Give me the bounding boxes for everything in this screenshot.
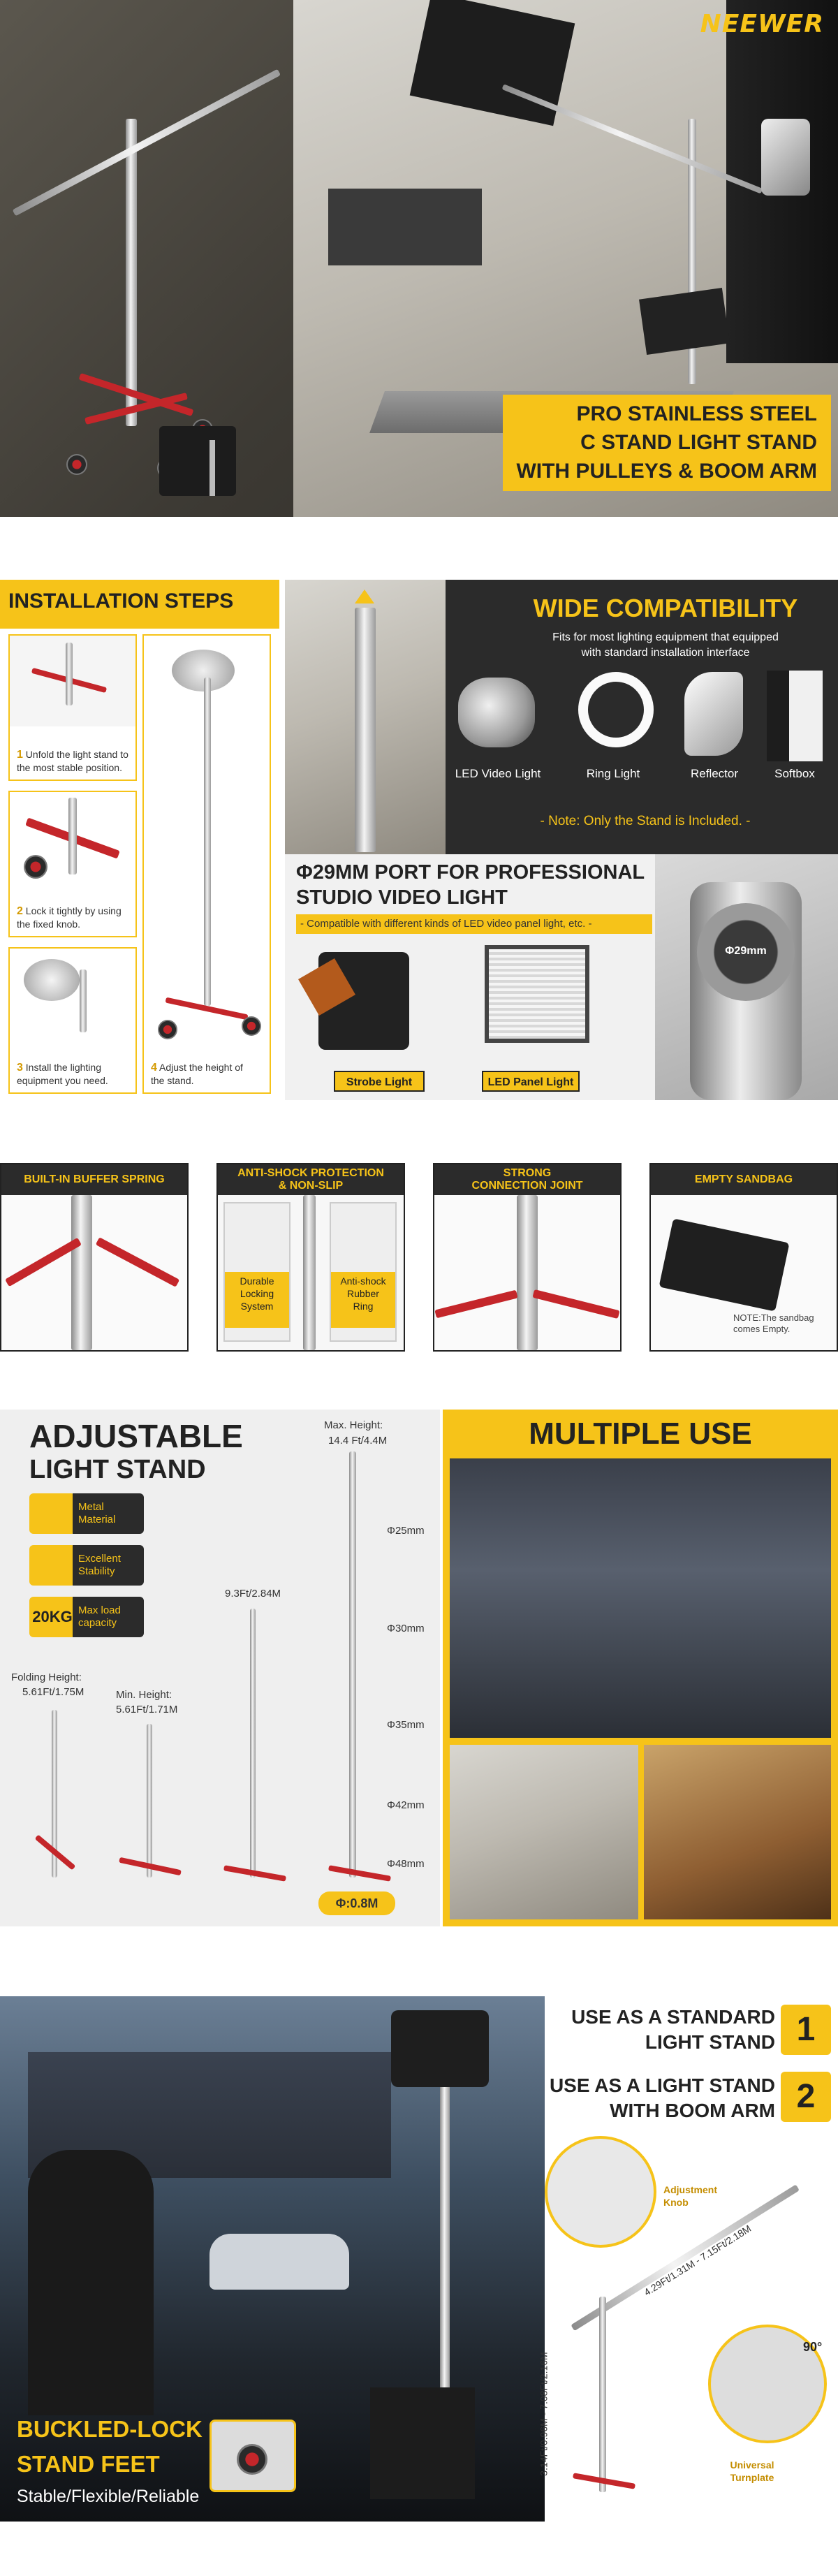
adjustable-title — [29, 1418, 243, 1485]
diameter-label: Φ25mm — [387, 1525, 425, 1537]
step-1-number: 1 — [17, 749, 23, 761]
diameter-label: Φ42mm — [387, 1799, 425, 1811]
step-4-line-b: the stand. — [151, 1075, 194, 1086]
badge-text — [73, 1545, 144, 1586]
step-2-line-b: the fixed knob. — [17, 919, 81, 930]
tag-line: System — [240, 1301, 274, 1312]
feature-label: BUILT-IN BUFFER SPRING — [1, 1164, 187, 1195]
feet-wheel-icon — [237, 2444, 267, 2475]
step-card-4 — [142, 634, 271, 1094]
badge-load — [29, 1597, 144, 1637]
feature-card-anti-shock — [216, 1163, 405, 1352]
badge-line: Material — [78, 1514, 116, 1525]
badge-text — [73, 1493, 144, 1534]
badge-line: Stability — [78, 1565, 115, 1577]
usage-photo — [0, 1996, 545, 2522]
person — [28, 2150, 154, 2415]
up-arrow-icon — [355, 590, 374, 603]
badge-line: Metal — [78, 1501, 104, 1513]
multiple-photo-left — [450, 1745, 638, 1919]
joint-leg — [434, 1290, 517, 1319]
step-2-text — [17, 905, 122, 930]
adjustable-title-a: ADJUSTABLE — [29, 1418, 243, 1454]
compat-item-label: Softbox — [774, 767, 815, 780]
hero-title-line: PRO STAINLESS STEEL — [576, 402, 817, 425]
mid-stand-pole — [250, 1609, 256, 1878]
knob-closeup — [545, 2136, 656, 2248]
feet-title-b: STAND FEET — [17, 2451, 160, 2477]
durable-locking-tag — [225, 1272, 289, 1328]
compat-item-label: Reflector — [690, 767, 739, 780]
tag-line: Durable — [240, 1275, 274, 1287]
feature-card-buffer-spring — [0, 1163, 189, 1352]
spring-leg — [5, 1238, 82, 1287]
sandbag-photo — [651, 1195, 837, 1350]
usage-sandbag — [370, 2387, 475, 2499]
usage-diagram-pole — [599, 2297, 606, 2492]
use-2-text — [545, 2073, 775, 2123]
step-4-text — [151, 1061, 243, 1087]
feet-closeup — [210, 2420, 296, 2492]
port-diameter-label: Φ29mm — [725, 945, 767, 957]
feature-card-joint — [433, 1163, 622, 1352]
step-4-wheel — [158, 1020, 177, 1039]
port-title — [296, 860, 645, 910]
installation-title: INSTALLATION STEPS — [8, 590, 234, 613]
step-2-number: 2 — [17, 905, 23, 917]
led-panel-label: LED Panel Light — [482, 1071, 580, 1092]
folding-height-label: Folding Height: — [11, 1671, 82, 1683]
hero-sandbag — [159, 426, 236, 496]
badge-line: Excellent — [78, 1553, 121, 1565]
step-3-number: 3 — [17, 1062, 23, 1074]
hero-boom-arm — [13, 69, 281, 217]
stability-icon — [29, 1545, 75, 1586]
metal-material-icon — [29, 1493, 75, 1534]
compat-subtitle-a: Fits for most lighting equipment that equipped — [552, 631, 779, 643]
installation-section — [0, 580, 279, 1100]
joint-photo — [434, 1195, 620, 1350]
height-range: 3.14Ft/0.96M - 7.08Ft/2.16M — [538, 2352, 550, 2476]
step-1-line-b: the most stable position. — [17, 762, 122, 773]
spring-leg — [96, 1237, 179, 1287]
strobe-label: Strobe Light — [334, 1071, 425, 1092]
badge-text — [73, 1597, 144, 1637]
step-4-pole — [204, 678, 211, 1006]
softbox-icon — [767, 671, 823, 761]
knob-label-a: Adjustment — [663, 2184, 717, 2195]
ring-light-icon — [578, 672, 654, 747]
min-height-value: 5.61Ft/1.71M — [116, 1704, 178, 1715]
badge-line: capacity — [78, 1617, 117, 1629]
port-title-a: Φ29MM PORT FOR PROFESSIONAL — [296, 861, 645, 884]
multiple-photo-main — [450, 1458, 831, 1738]
use-1-a: USE AS A STANDARD — [571, 2006, 775, 2028]
hero-title-line: C STAND LIGHT STAND — [580, 431, 817, 454]
feature-label — [218, 1164, 404, 1195]
load-capacity-icon: 20KG — [29, 1597, 75, 1637]
anti-shock-pole — [303, 1195, 316, 1350]
usage-diagram — [538, 1996, 838, 2522]
compat-section — [285, 580, 838, 854]
hero-title-line: WITH PULLEYS & BOOM ARM — [516, 460, 817, 483]
compat-title: WIDE COMPATIBILITY — [533, 594, 798, 622]
step-2-line-a: Lock it tightly by using — [25, 905, 122, 916]
port-section — [285, 854, 838, 1100]
step-4-lamp — [172, 650, 235, 691]
step-4-wheel — [242, 1016, 261, 1036]
knob-label — [663, 2183, 717, 2209]
led-panel-icon — [485, 945, 589, 1043]
compat-note: - Note: Only the Stand is Included. - — [540, 814, 751, 828]
feature-card-sandbag — [649, 1163, 838, 1352]
joint-pole — [517, 1195, 538, 1350]
feature-label: EMPTY SANDBAG — [651, 1164, 837, 1195]
diameter-label: Φ30mm — [387, 1623, 425, 1634]
spring-pole — [71, 1195, 92, 1350]
use-2-b: WITH BOOM ARM — [610, 2100, 775, 2121]
turnplate-label-b: Turnplate — [730, 2472, 774, 2483]
step-3-pole — [80, 969, 87, 1032]
step-card-2 — [8, 791, 137, 937]
hero-section — [0, 0, 838, 517]
step-1-pole — [66, 643, 73, 705]
angle-label: 90° — [803, 2340, 823, 2354]
port-closeup-photo — [655, 854, 838, 1100]
sandbag-note-a: NOTE:The sandbag — [733, 1312, 814, 1323]
anti-shock-photo — [218, 1195, 404, 1350]
anti-shock-ring-tag — [331, 1272, 395, 1328]
feet-subtitle: Stable/Flexible/Reliable — [17, 2487, 200, 2506]
sandbag-shape — [659, 1218, 789, 1311]
step-2-wheel — [24, 855, 47, 879]
compat-item-label: Ring Light — [586, 767, 640, 780]
mid-height-value: 9.3Ft/2.84M — [225, 1588, 281, 1600]
turnplate-label — [721, 2459, 784, 2484]
sandbag-note-b: comes Empty. — [733, 1324, 791, 1334]
multiple-section — [443, 1410, 838, 1926]
tag-line: Rubber — [347, 1288, 379, 1299]
max-stand-pole — [349, 1451, 356, 1878]
compat-item-label: LED Video Light — [455, 767, 541, 780]
compat-subtitle — [494, 630, 837, 661]
knob-label-b: Knob — [663, 2197, 689, 2208]
max-stand-leg — [328, 1865, 391, 1882]
step-1-line-a: Unfold the light stand to — [25, 749, 128, 760]
compat-pole — [355, 608, 376, 852]
adjustable-title-b: LIGHT STAND — [29, 1455, 206, 1484]
max-height-label: Max. Height: — [324, 1419, 383, 1431]
step-card-1 — [8, 634, 137, 781]
boom-length: 4.29Ft/1.31M - 7.15Ft/2.18M — [642, 2223, 754, 2298]
hero-wheel — [66, 454, 87, 475]
led-video-light-icon — [458, 678, 535, 747]
folding-height-value: 5.61Ft/1.75M — [22, 1686, 84, 1698]
feature-label-a: ANTI-SHOCK PROTECTION — [237, 1167, 384, 1179]
sandbag-note — [733, 1312, 814, 1335]
step-4-line-a: Adjust the height of — [159, 1062, 243, 1073]
turnplate-label-a: Universal — [730, 2459, 774, 2471]
studio-sandbag — [639, 288, 730, 355]
tag-line: Locking — [240, 1288, 274, 1299]
feet-title — [17, 2412, 203, 2482]
step-4-number: 4 — [151, 1062, 157, 1074]
use-2-a: USE AS A LIGHT STAND — [549, 2074, 775, 2096]
desk — [328, 189, 482, 265]
use-1-b: LIGHT STAND — [645, 2031, 775, 2053]
wrench-icon — [210, 440, 215, 496]
step-3-lamp — [24, 959, 80, 1001]
multiple-photo-right — [644, 1745, 831, 1919]
hand-photo — [285, 580, 446, 854]
use-1-text — [545, 2005, 775, 2055]
reflector-icon — [684, 672, 743, 756]
adjustable-section — [0, 1410, 440, 1926]
tag-line: Anti-shock — [340, 1275, 386, 1287]
step-3-line-a: Install the lighting — [25, 1062, 101, 1073]
step-2-pole — [68, 798, 77, 874]
port-title-b: STUDIO VIDEO LIGHT — [296, 886, 508, 909]
base-diameter-tag: Φ:0.8M — [318, 1891, 395, 1915]
usage-lamp — [391, 2010, 489, 2087]
badge-stability — [29, 1545, 144, 1586]
min-stand-pole — [147, 1724, 152, 1878]
diameter-label: Φ35mm — [387, 1719, 425, 1731]
step-3-line-b: equipment you need. — [17, 1075, 108, 1086]
feature-label — [434, 1164, 620, 1195]
step-card-3 — [8, 947, 137, 1094]
feature-label-b: CONNECTION JOINT — [471, 1180, 583, 1192]
badge-line: Max load — [78, 1604, 121, 1616]
diameter-label: Φ48mm — [387, 1858, 425, 1870]
use-2-number: 2 — [781, 2072, 831, 2122]
compat-subtitle-b: with standard installation interface — [581, 647, 750, 659]
feet-title-a: BUCKLED-LOCK — [17, 2416, 203, 2442]
port-compat-note: - Compatible with different kinds of LED video panel light, etc. - — [296, 914, 652, 934]
brand-logo: NEEWER — [700, 10, 824, 38]
max-height-value: 14.4 Ft/4.4M — [328, 1435, 388, 1447]
feature-label-b: & NON-SLIP — [278, 1180, 344, 1192]
car — [210, 2234, 349, 2290]
joint-leg — [532, 1289, 619, 1319]
feature-label-a: STRONG — [503, 1167, 552, 1179]
hero-title — [503, 400, 817, 485]
step-1-text — [17, 748, 128, 774]
min-height-label: Min. Height: — [116, 1689, 172, 1701]
reflector-photo — [761, 119, 810, 196]
multiple-title: MULTIPLE USE — [529, 1417, 752, 1451]
badge-metal — [29, 1493, 144, 1534]
hero-stand-pole — [126, 119, 137, 426]
use-1-number: 1 — [781, 2005, 831, 2055]
step-3-text — [17, 1061, 108, 1087]
buffer-spring-photo — [1, 1195, 187, 1350]
tag-line: Ring — [353, 1301, 374, 1312]
